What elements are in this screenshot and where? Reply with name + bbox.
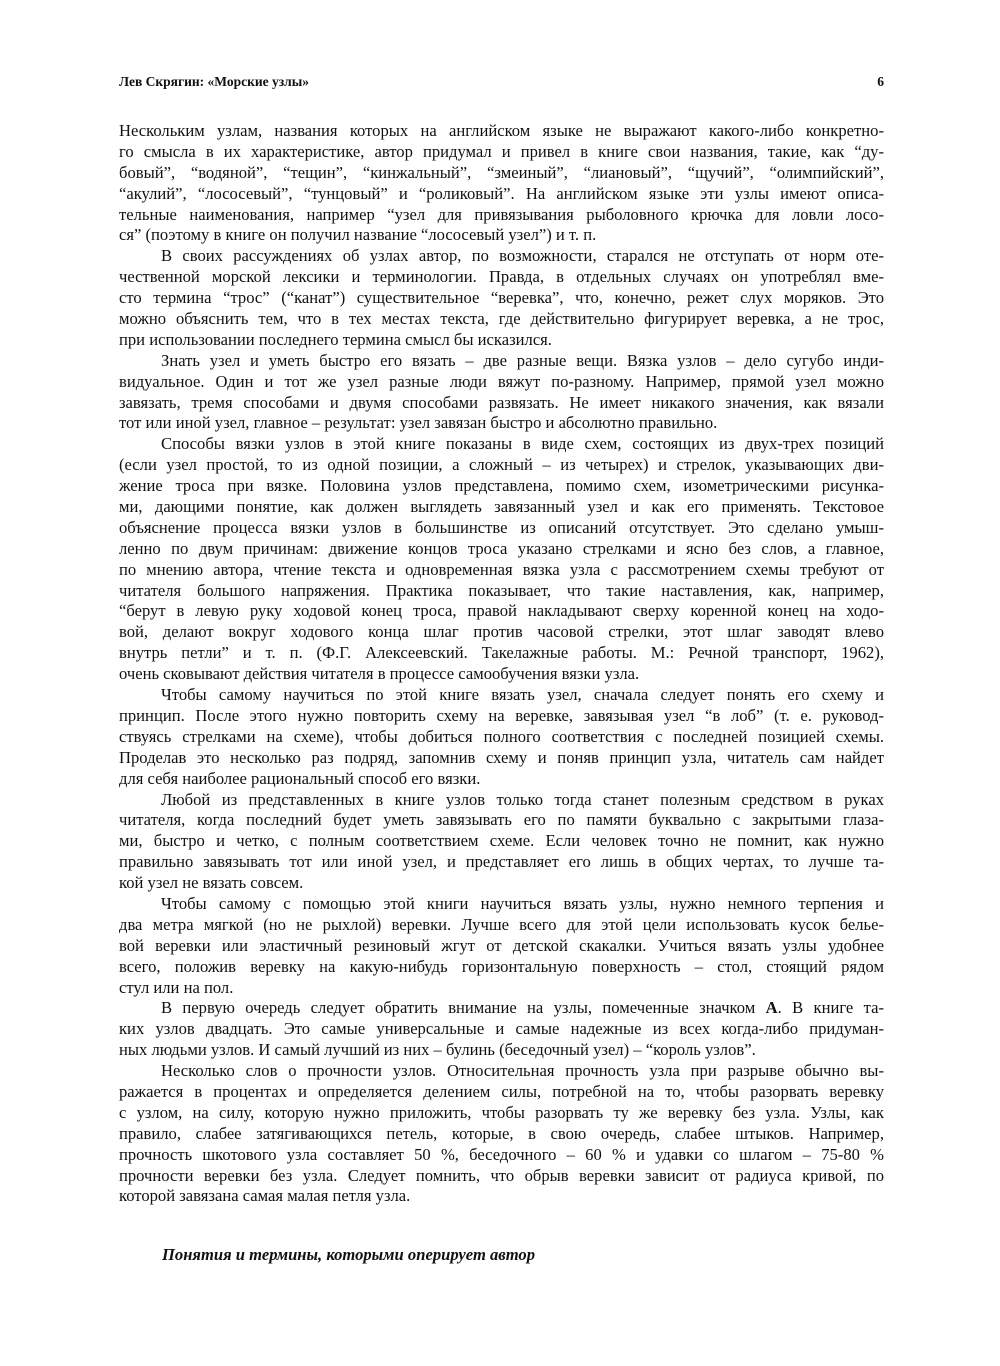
text-line: чественной морской лексики и терминологии. Правда, в отдельных случаях он употреблял вме-	[119, 267, 884, 287]
text-line: ленно по двум причинам: движение концов троса указано стрелками и ясно без слов, а главное,	[119, 538, 884, 558]
paragraph	[119, 351, 884, 435]
text-line: ких узлов двадцать. Это самые универсальные и самые надежные из всех когда-либо придуман-	[119, 1019, 884, 1039]
text-line: ся” (поэтому в книге он получил название “лососевый узел”) и т. п.	[119, 225, 597, 245]
text-line: Любой из представленных в книге узлов только тогда станет полезным средством в руках	[161, 789, 884, 809]
paragraph	[119, 246, 884, 350]
text-line: для себя наиболее рациональный способ его вязки.	[119, 768, 481, 788]
text-line: читателя, когда последний будет уметь завязывать его по памяти буквально с закрытыми глаза-	[119, 810, 884, 830]
section-heading: Понятия и термины, которыми оперирует автор	[162, 1245, 535, 1264]
text-line: В своих рассуждениях об узлах автор, по возможности, старался не отступать от норм оте-	[161, 246, 884, 266]
text-line: “акулий”, “лососевый”, “тунцовый” и “роликовый”. На английском языке эти узлы имеют описа-	[119, 183, 884, 203]
text-line: ми, быстро и четко, с полным соответствием схеме. Если человек точно не помнит, как нужно	[119, 831, 884, 851]
paragraph	[119, 894, 884, 998]
text-line: ных людьми узлов. И самый лучший из них – булинь (беседочный узел) – “король узлов”.	[119, 1040, 756, 1060]
text-line: Чтобы самому научиться по этой книге вязать узел, сначала следует понять его схему и	[161, 685, 884, 705]
text-line: принцип. После этого нужно повторить схему на веревке, завязывая узел “в лоб” (т. е. руковод-	[119, 705, 884, 725]
text-line: Способы вязки узлов в этой книге показаны в виде схем, состоящих из двух-трех позиций	[161, 434, 884, 454]
text-line: (если узел простой, то из одной позиции, а сложный – из четырех) и стрелок, указывающих дви-	[119, 455, 884, 475]
page-number: 6	[877, 74, 884, 89]
text-line: видуальное. Один и тот же узел разные люди вяжут по-разному. Например, прямой узел можно	[119, 371, 884, 391]
paragraph	[119, 998, 884, 1061]
text-line: кой узел не вязать совсем.	[119, 873, 304, 893]
text-line: тельные наименования, например “узел для привязывания рыболовного крючка для ловли лосо-	[119, 204, 884, 224]
text-line: Чтобы самому с помощью этой книги научиться вязать узлы, нужно немного терпения и	[161, 893, 884, 913]
text-line: всего, положив веревку на какую-нибудь горизонтальную поверхность – стол, стоящий рядом	[119, 956, 884, 976]
paragraph	[119, 685, 884, 789]
text-line: прочности веревки без узла. Следует помнить, что обрыв веревки зависит от радиуса кривой, по	[119, 1165, 884, 1185]
text-line: Знать узел и уметь быстро его вязать – две разные вещи. Вязка узлов – дело сугубо инди-	[161, 350, 884, 370]
body-text	[119, 121, 884, 1207]
text-line: тот или иной узел, главное – результат: узел завязан быстро и абсолютно правильно.	[119, 413, 718, 433]
paragraph	[119, 121, 884, 246]
text-line: завязать, тремя способами и двумя способами развязать. Не имеет никакого значения, как вязали	[119, 392, 884, 412]
text-line: объяснение процесса вязки узлов в большинстве из описаний отсутствует. Это сделано умыш-	[119, 517, 884, 537]
text-line: В первую очередь следует обратить внимание на узлы, помеченные значком А. В книге та-	[161, 998, 884, 1018]
text-line: правило, слабее затягивающихся петель, которые, в свою очередь, слабее штыков. Например,	[119, 1123, 884, 1143]
text-line: при использовании последнего термина смысл бы исказился.	[119, 329, 552, 349]
text-line: сто термина “трос” (“канат”) существительное “веревка”, что, конечно, режет слух моряков. Это	[119, 288, 884, 308]
text-line: жение троса при вязке. Половина узлов представлена, помимо схем, изометрическими рисунка-	[119, 476, 884, 496]
text-line: “берут в левую руку ходовой конец троса, правой накладывают сверху коренной конец на ходо-	[119, 601, 884, 621]
paragraph	[119, 790, 884, 894]
text-line: ствуясь стрелками на схеме), чтобы добиться полного соответствия с последней позицией схемы.	[119, 726, 884, 746]
paragraph	[119, 1061, 884, 1207]
marker-a: А	[765, 998, 778, 1018]
paragraph	[119, 434, 884, 685]
text-line: читателя большого напряжения. Практика показывает, что такие наставления, как, например,	[119, 580, 884, 600]
text-line: ражается в процентах и определяется делением силы, потребной на то, чтобы разорвать веревку	[119, 1081, 884, 1101]
text-line: два метра мягкой (но не рыхлой) веревки. Лучше всего для этой цели использовать кусок белье-	[119, 914, 884, 934]
text-line: вой веревки или эластичный резиновый жгут от детской скакалки. Учиться вязать узлы удобнее	[119, 935, 884, 955]
text-line: Проделав это несколько раз подряд, запомнив схему и поняв принцип узла, читатель сам найдет	[119, 747, 884, 767]
text-line: стул или на пол.	[119, 977, 234, 997]
text-line: вой, делают вокруг ходового конца шлаг против часовой стрелки, этот шлаг заводят влево	[119, 622, 884, 642]
text-line: которой завязана самая малая петля узла.	[119, 1186, 411, 1206]
text-line: бовый”, “водяной”, “тещин”, “кинжальный”, “змеиный”, “лиановый”, “щучий”, “олимпийский”,	[119, 162, 884, 182]
text-line: прочность шкотового узла составляет 50 %, беседочного – 60 % и удавки со шлагом – 75-80 %	[119, 1144, 884, 1164]
text-line: ми, дающими понятие, как должен выглядеть завязанный узел и как его применять. Текстовое	[119, 497, 884, 517]
book-title: Лев Скрягин: «Морские узлы»	[119, 74, 310, 89]
text-line: с узлом, на силу, которую нужно приложить, чтобы разорвать ту же веревку без узла. Узлы, как	[119, 1102, 884, 1122]
text-line: внутрь петли” и т. п. (Ф.Г. Алексеевский. Такелажные работы. М.: Речной транспорт, 1962),	[119, 643, 884, 663]
text-line: по мнению автора, чтение текста и одновременная вязка узла с рассмотрением схемы требуют от	[119, 559, 884, 579]
text-line: можно объяснить тем, что в тех местах текста, где действительно фигурирует веревка, а не трос,	[119, 309, 884, 329]
text-line: го смысла в их характеристике, автор придумал и привел в книге свои названия, такие, как “ду-	[119, 141, 884, 161]
text-line: Нескольким узлам, названия которых на английском языке не выражают какого-либо конкретно-	[119, 121, 884, 140]
text-line: Несколько слов о прочности узлов. Относительная прочность узла при разрыве обычно вы-	[161, 1061, 884, 1081]
text-line: очень сковывают действия читателя в процессе самообучения вязки узла.	[119, 664, 640, 684]
text-line: правильно завязывать тот или иной узел, и представляет его лишь в общих чертах, то лучше та-	[119, 852, 884, 872]
